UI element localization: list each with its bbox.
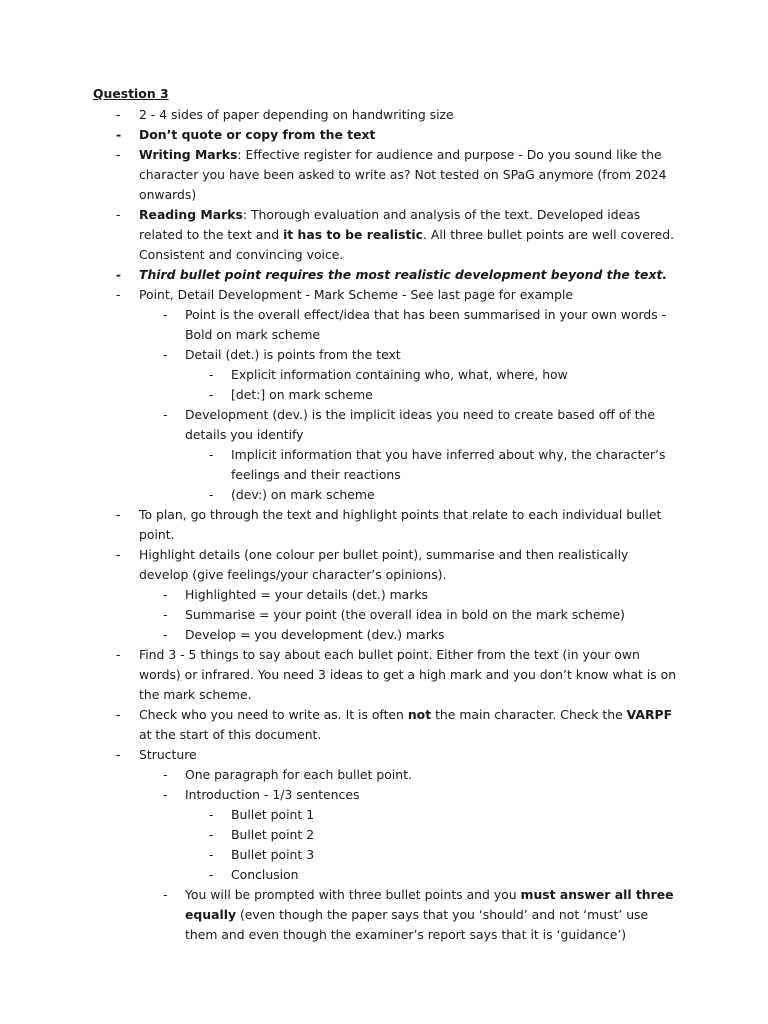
dash-marker: - — [163, 407, 168, 422]
list-item: - To plan, go through the text and highlight points that relate to each individual bullet point. — [116, 507, 662, 542]
list-item: - Develop = you development (dev.) marks — [185, 625, 677, 645]
bullet-list — [0, 105, 768, 945]
list-item: - Highlighted = your details (det.) marks — [185, 585, 677, 605]
list-item: - Bullet point 3 — [231, 845, 671, 865]
dash-marker: - — [209, 807, 214, 822]
dash-marker: - — [116, 107, 121, 122]
list-item: - Explicit information containing who, what, where, how — [231, 365, 671, 385]
list-item: - Third bullet point requires the most realistic development beyond the text. — [139, 265, 679, 285]
list-item: - Bullet point 2 — [231, 825, 671, 845]
dash-marker: - — [163, 887, 168, 902]
dash-marker: - — [116, 547, 121, 562]
dash-marker: - — [163, 347, 168, 362]
list-item: - Reading Marks: Thorough evaluation and analysis of the text. Developed ideas related to the text and it has to be realistic. All three bullet points are well covered. Consistent and convincing voice. — [116, 207, 675, 262]
dash-marker: - — [163, 627, 168, 642]
list-item: - Don’t quote or copy from the text — [139, 125, 679, 145]
dash-marker: - — [116, 207, 121, 222]
dash-marker: - — [209, 867, 214, 882]
list-item: - Structure — [139, 745, 679, 765]
list-item: - Detail (det.) is points from the text — [185, 345, 677, 365]
dash-marker: - — [163, 767, 168, 782]
dash-marker: - — [209, 447, 214, 462]
page-title: Question 3 — [93, 86, 169, 101]
dash-marker: - — [209, 387, 214, 402]
list-item: - Implicit information that you have inferred about why, the character’s feelings and their reactions — [209, 447, 666, 482]
dash-marker: - — [163, 307, 168, 322]
dash-marker: - — [163, 787, 168, 802]
list-item: - Conclusion — [231, 865, 671, 885]
list-item: - Writing Marks: Effective register for audience and purpose - Do you sound like the character you have been asked to write as? Not tested on SPaG anymore (from 2024 onwards) — [116, 147, 667, 202]
list-item: - (dev:) on mark scheme — [231, 485, 671, 505]
dash-marker: - — [116, 147, 121, 162]
dash-marker: - — [116, 507, 121, 522]
list-item: - You will be prompted with three bullet points and you must answer all three equally (even though the paper says that you ‘should’ and not ‘must’ use them and even though the examiner’s report says that it is ‘guidance’) — [163, 887, 674, 942]
dash-marker: - — [163, 587, 168, 602]
dash-marker: - — [116, 127, 122, 142]
dash-marker: - — [116, 747, 121, 762]
dash-marker: - — [116, 287, 121, 302]
list-item: - Development (dev.) is the implicit ideas you need to create based off of the details you identify — [163, 407, 655, 442]
list-item: - Point is the overall effect/idea that has been summarised in your own words - Bold on mark scheme — [163, 307, 667, 342]
list-item: - One paragraph for each bullet point. — [185, 765, 677, 785]
list-item: - Bullet point 1 — [231, 805, 671, 825]
list-item: - [det:] on mark scheme — [231, 385, 671, 405]
dash-marker: - — [116, 647, 121, 662]
list-item: - 2 - 4 sides of paper depending on handwriting size — [139, 105, 679, 125]
dash-marker: - — [163, 607, 168, 622]
list-item: - Summarise = your point (the overall idea in bold on the mark scheme) — [185, 605, 677, 625]
dash-marker: - — [116, 707, 121, 722]
dash-marker: - — [209, 847, 214, 862]
list-item: - Check who you need to write as. It is often not the main character. Check the VARPF at the start of this document. — [116, 707, 673, 742]
dash-marker: - — [209, 827, 214, 842]
dash-marker: - — [209, 487, 214, 502]
list-item: - Find 3 - 5 things to say about each bullet point. Either from the text (in your own words) or infrared. You need 3 ideas to get a high mark and you don’t know what is on the mark scheme. — [116, 647, 677, 702]
list-item: - Point, Detail Development - Mark Scheme - See last page for example — [139, 285, 679, 305]
dash-marker: - — [209, 367, 214, 382]
dash-marker: - — [116, 267, 122, 282]
list-item: - Highlight details (one colour per bullet point), summarise and then realistically develop (give feelings/your character’s opinions). — [116, 547, 629, 582]
list-item: - Introduction - 1/3 sentences — [185, 785, 677, 805]
